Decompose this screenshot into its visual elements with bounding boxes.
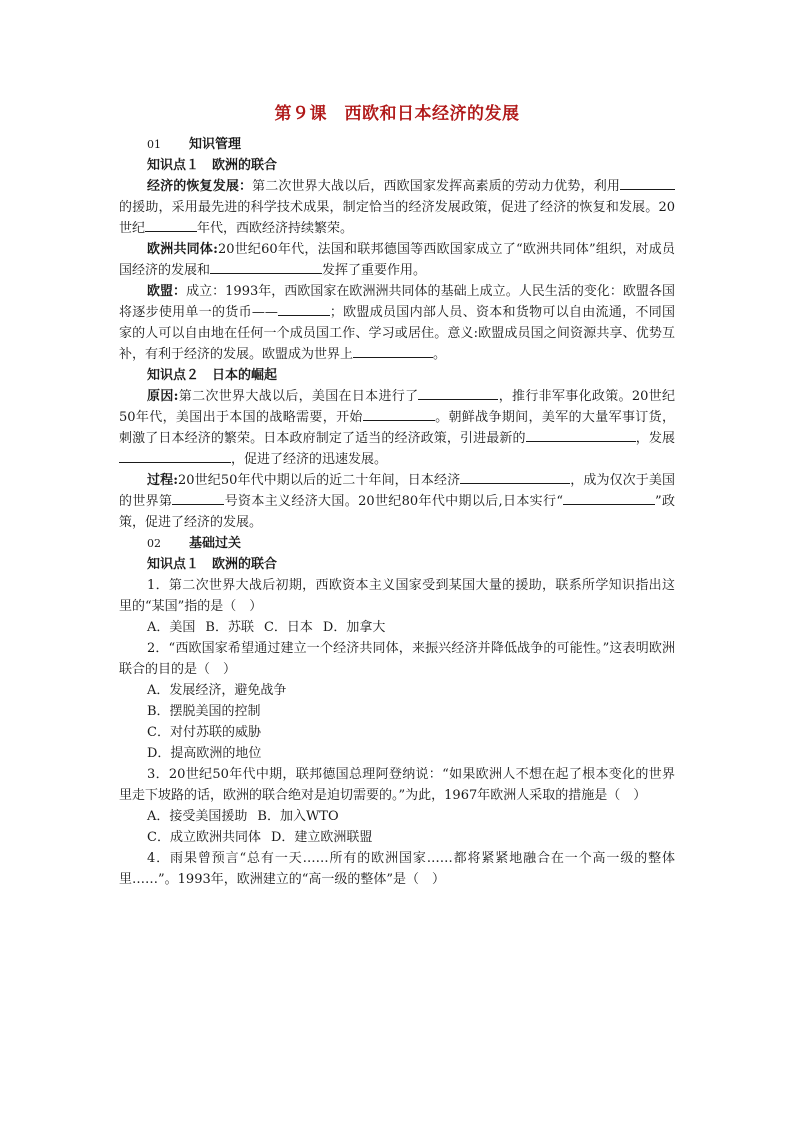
- paragraph-economic-recovery: 经济的恢复发展：第二次世界大战以后，西欧国家发挥高素质的劳动力优势，利用的援助，采用最先进的科学技术成果，制定恰当的经济发展政策，促进了经济的恢复和发展。20世纪 年代，西欧经济持续繁荣。: [119, 176, 675, 239]
- paragraph-european-union: 欧盟：成立：1993年，西欧国家在欧洲洲共同体的基础上成立。人民生活的变化：欧盟各国将逐步使用单一的货币—— ；欧盟成员国内部人员、资本和货物可以自由流通，不同国家的人可以自由地在任何一个成员国工作、学习或居住。意义:欧盟成员国之间资源共享、优势互补，有利于经济的发展。欧盟成为世界上 。: [119, 284, 675, 362]
- fill-blank[interactable]: [172, 491, 224, 505]
- fill-blank[interactable]: [620, 176, 675, 190]
- option-c[interactable]: C．成立欧洲共同体: [147, 830, 261, 845]
- paragraph-japan-cause: 原因:第二次世界大战以后，美国在日本进行了 ，推行非军事化政策。20世纪50年代，美国出于本国的战略需要，开始 。朝鲜战争期间，美军的大量军事订货，刺激了日本经济的繁荣。日本政府制定了适当的经济政策，引进最新的 ，发展，促进了经济的迅速发展。: [119, 386, 675, 470]
- section-number: 02: [147, 537, 161, 550]
- fill-blank[interactable]: [210, 260, 322, 274]
- fill-blank[interactable]: [363, 407, 435, 421]
- section-name: 知识管理: [189, 137, 242, 152]
- knowledge-point-heading: 知识点２ 日本的崛起: [147, 368, 278, 383]
- question-2-stem: 2．“西欧国家希望通过建立一个经济共同体，来振兴经济并降低战争的可能性。”这表明欧洲联合的目的是（ ）: [119, 641, 675, 677]
- question-1-options: [119, 617, 675, 638]
- fill-blank[interactable]: [418, 386, 498, 400]
- option-d[interactable]: D．建立欧洲联盟: [270, 830, 373, 845]
- knowledge-point-heading: 知识点１ 欧洲的联合: [147, 557, 278, 572]
- paragraph-european-community: 欧洲共同体:20世纪60年代，法国和联邦德国等西欧国家成立了“欧洲共同体”组织，对成员国经济的发展和 发挥了重要作用。: [119, 242, 675, 278]
- fill-blank[interactable]: [353, 344, 433, 358]
- section-header-basics: [119, 533, 675, 554]
- question-3-options-row1: [119, 806, 675, 827]
- option-b[interactable]: B．苏联: [205, 620, 254, 635]
- option-a[interactable]: A．发展经济，避免战争: [147, 683, 287, 698]
- section-header-knowledge: [119, 134, 675, 155]
- option-c[interactable]: C．日本: [263, 620, 313, 635]
- fill-blank[interactable]: [526, 428, 636, 442]
- question-3-stem: 3．20世纪50年代中期，联邦德国总理阿登纳说：“如果欧洲人不想在起了根本变化的世界里走下坡路的话，欧洲的联合绝对是迫切需要的。”为此，1967年欧洲人采取的措施是（ ）: [119, 767, 675, 803]
- fill-blank[interactable]: [145, 218, 197, 232]
- option-d[interactable]: D．加拿大: [322, 620, 386, 635]
- option-a[interactable]: A．接受美国援助: [147, 809, 248, 824]
- section-number: 01: [147, 138, 161, 151]
- question-4-stem: 4．雨果曾预言“总有一天……所有的欧洲国家……都将紧紧地融合在一个高一级的整体里……”。1993年，欧洲建立的“高一级的整体”是（ ）: [119, 851, 675, 887]
- section-name: 基础过关: [189, 536, 242, 551]
- lesson-title: 第９课 西欧和日本经济的发展: [274, 104, 520, 124]
- paragraph-japan-process: 过程:20世纪50年代中期以后的近二十年间，日本经济 ，成为仅次于美国的世界第 号资本主义经济大国。20世纪80年代中期以后,日本实行“ ”政策，促进了经济的发展。: [119, 470, 675, 533]
- document-body: [119, 104, 675, 890]
- option-b[interactable]: B．加入WTO: [257, 809, 339, 824]
- question-3-options-row2: [119, 827, 675, 848]
- option-c[interactable]: C．对付苏联的威胁: [147, 725, 261, 740]
- question-1-stem: 1．第二次世界大战后初期，西欧资本主义国家受到某国大量的援助，联系所学知识指出这里的“某国”指的是（ ）: [119, 578, 675, 614]
- knowledge-point-heading: 知识点１ 欧洲的联合: [147, 158, 278, 173]
- fill-blank[interactable]: [460, 470, 570, 484]
- fill-blank[interactable]: [563, 491, 655, 505]
- fill-blank[interactable]: [278, 302, 330, 316]
- option-d[interactable]: D．提高欧洲的地位: [147, 746, 262, 761]
- fill-blank[interactable]: [119, 449, 231, 463]
- option-a[interactable]: A．美国: [147, 620, 196, 635]
- option-b[interactable]: B．摆脱美国的控制: [147, 704, 261, 719]
